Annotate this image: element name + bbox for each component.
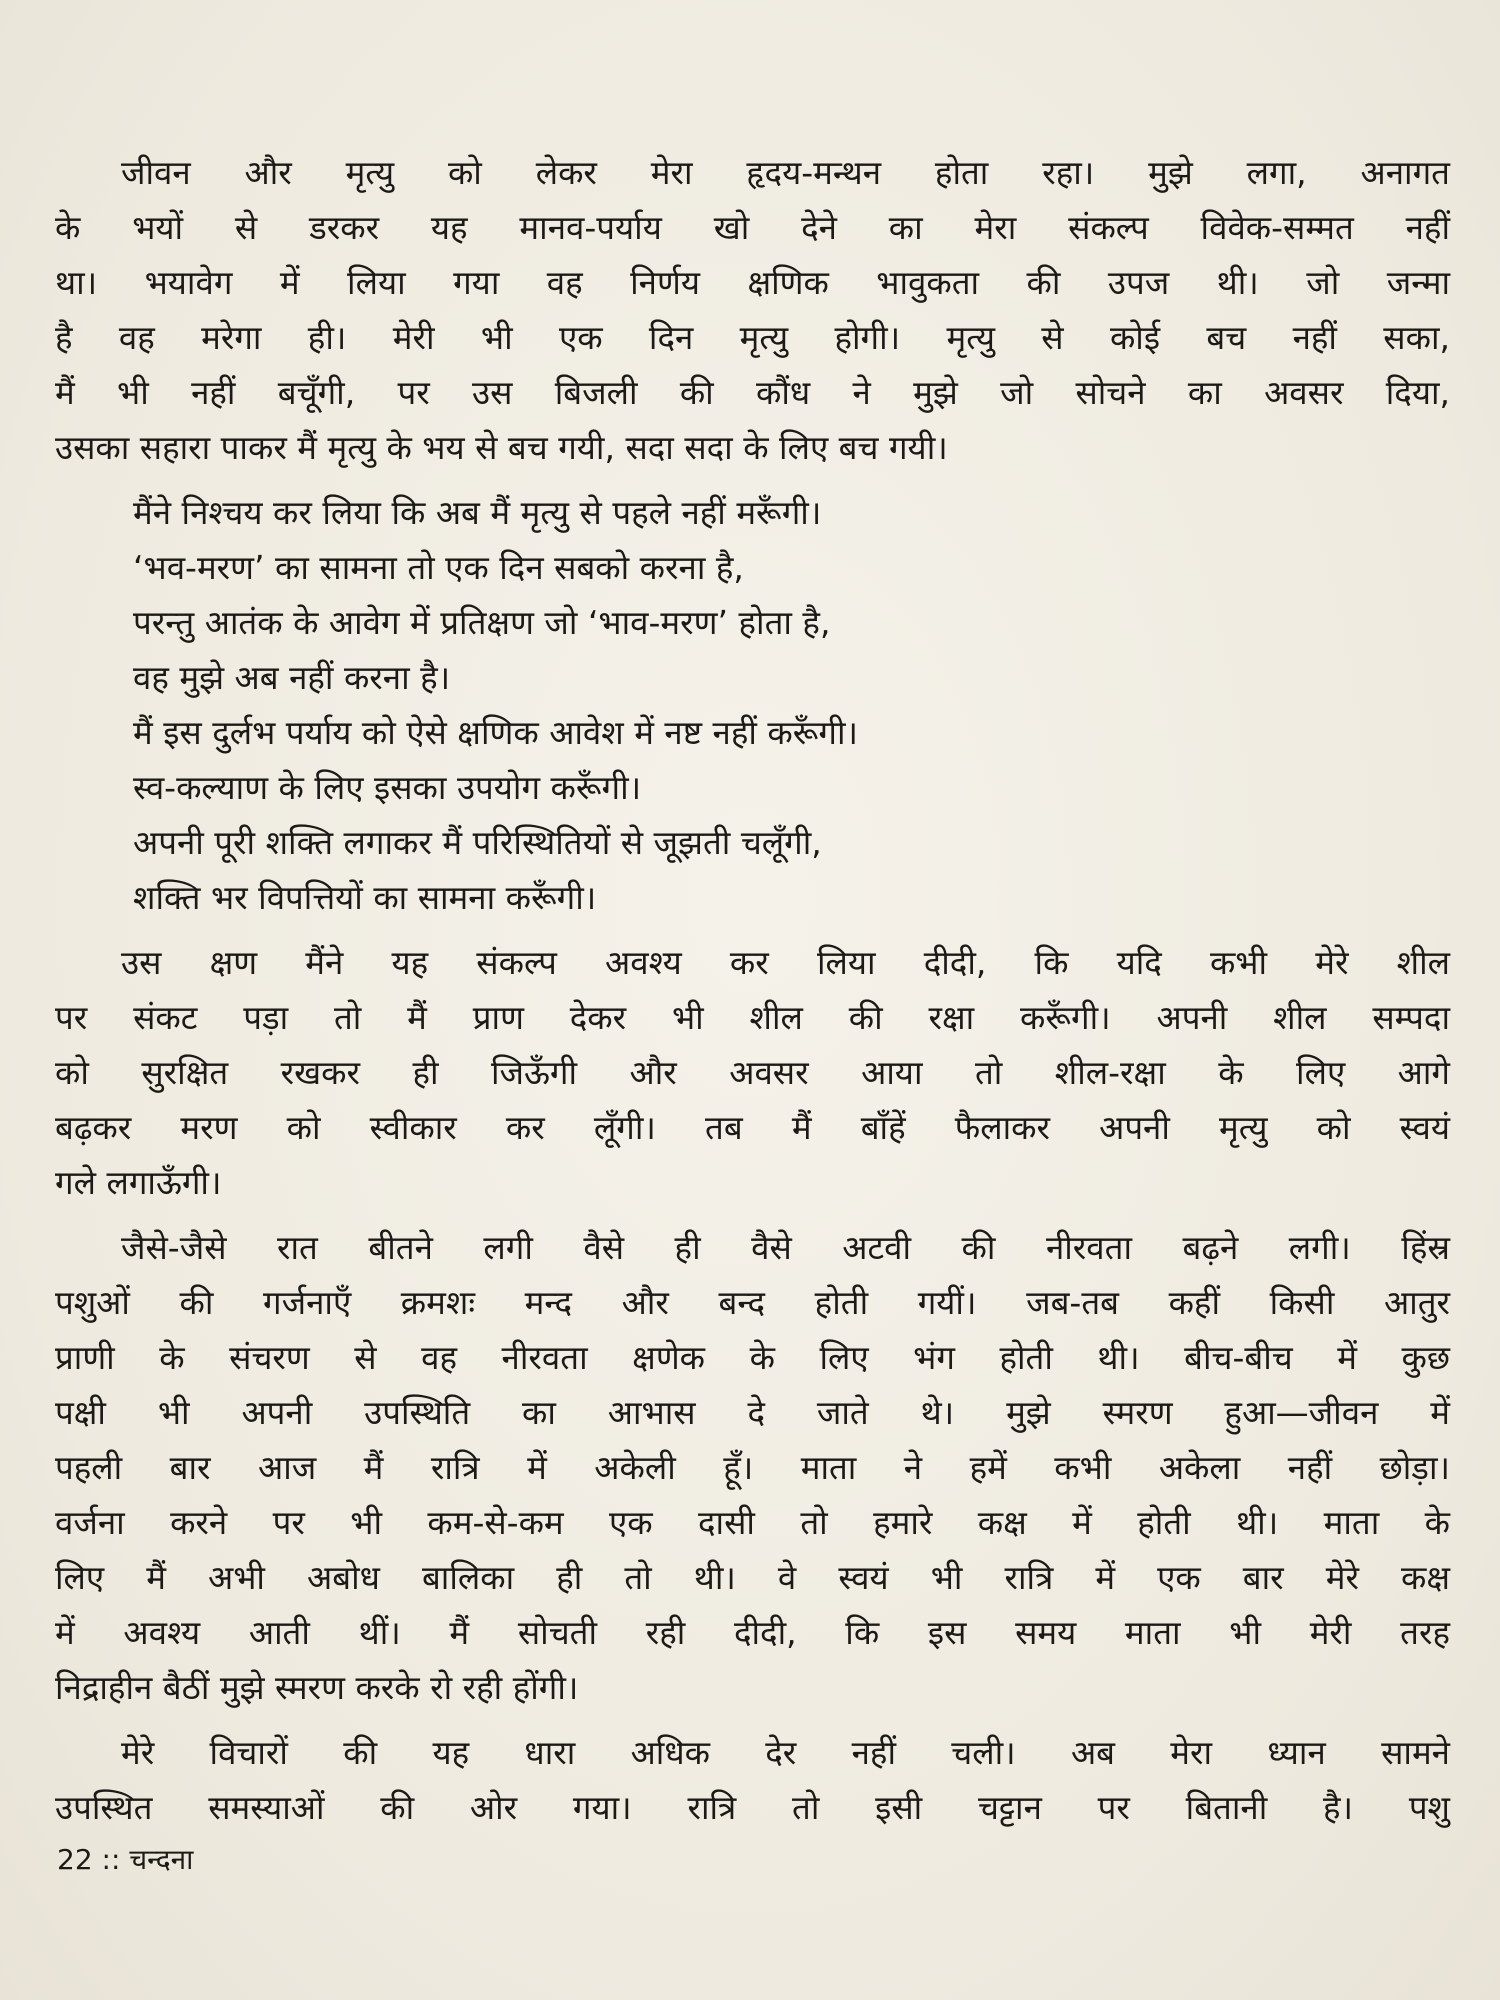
text-line: पहली बार आज मैं रात्रि में अकेली हूँ। माता ने हमें कभी अकेला नहीं छोड़ा। — [55, 1448, 1450, 1487]
verse-line: मैं इस दुर्लभ पर्याय को ऐसे क्षणिक आवेश में नष्ट नहीं करूँगी। — [133, 713, 858, 752]
text-line: को सुरक्षित रखकर ही जिऊँगी और अवसर आया तो शील-रक्षा के लिए आगे — [55, 1053, 1450, 1092]
paragraph-4 — [55, 1725, 1450, 1835]
verse-block — [55, 485, 1450, 925]
text-line: पशुओं की गर्जनाएँ क्रमशः मन्द और बन्द होती गयीं। जब-तब कहीं किसी आतुर — [55, 1283, 1450, 1322]
text-line: के भयों से डरकर यह मानव-पर्याय खो देने का मेरा संकल्प विवेक-सम्मत नहीं — [55, 208, 1450, 247]
text-line: उस क्षण मैंने यह संकल्प अवश्य कर लिया दीदी, कि यदि कभी मेरे शील — [121, 943, 1450, 982]
text-line: लिए मैं अभी अबोध बालिका ही तो थी। वे स्वयं भी रात्रि में एक बार मेरे कक्ष — [55, 1558, 1450, 1597]
verse-line: स्व-कल्याण के लिए इसका उपयोग करूँगी। — [133, 768, 642, 807]
text-line: मैं भी नहीं बचूँगी, पर उस बिजली की कौंध ने मुझे जो सोचने का अवसर दिया, — [55, 373, 1450, 412]
verse-line: ‘भव-मरण’ का सामना तो एक दिन सबको करना है, — [133, 548, 744, 587]
page-number: 22 — [57, 1843, 93, 1876]
text-line: उपस्थित समस्याओं की ओर गया। रात्रि तो इसी चट्टान पर बितानी है। पशु — [55, 1788, 1450, 1827]
text-line: गले लगाऊँगी। — [55, 1163, 222, 1202]
text-line: है वह मरेगा ही। मेरी भी एक दिन मृत्यु होगी। मृत्यु से कोई बच नहीं सका, — [55, 318, 1450, 357]
text-line: वर्जना करने पर भी कम-से-कम एक दासी तो हमारे कक्ष में होती थी। माता के — [55, 1503, 1450, 1542]
text-line: पर संकट पड़ा तो मैं प्राण देकर भी शील की रक्षा करूँगी। अपनी शील सम्पदा — [55, 998, 1450, 1037]
verse-line: परन्तु आतंक के आवेग में प्रतिक्षण जो ‘भाव-मरण’ होता है, — [133, 603, 831, 642]
page-body — [55, 145, 1450, 1845]
page-footer — [57, 1840, 193, 1878]
footer-separator: :: — [101, 1843, 121, 1876]
text-line: उसका सहारा पाकर मैं मृत्यु के भय से बच गयी, सदा सदा के लिए बच गयी। — [55, 428, 948, 467]
text-line: प्राणी के संचरण से वह नीरवता क्षणेक के लिए भंग होती थी। बीच-बीच में कुछ — [55, 1338, 1450, 1377]
paragraph-1 — [55, 145, 1450, 475]
verse-line: शक्ति भर विपत्तियों का सामना करूँगी। — [133, 878, 597, 917]
text-line: निद्राहीन बैठीं मुझे स्मरण करके रो रही होंगी। — [55, 1668, 579, 1707]
text-line: पक्षी भी अपनी उपस्थिति का आभास दे जाते थे। मुझे स्मरण हुआ—जीवन में — [55, 1393, 1450, 1432]
verse-line: वह मुझे अब नहीं करना है। — [133, 658, 451, 697]
text-line: मेरे विचारों की यह धारा अधिक देर नहीं चली। अब मेरा ध्यान सामने — [121, 1733, 1450, 1772]
text-line: था। भयावेग में लिया गया वह निर्णय क्षणिक भावुकता की उपज थी। जो जन्मा — [55, 263, 1450, 302]
book-title: चन्दना — [129, 1843, 194, 1876]
paragraph-3 — [55, 1220, 1450, 1715]
verse-line: अपनी पूरी शक्ति लगाकर मैं परिस्थितियों से जूझती चलूँगी, — [133, 823, 822, 862]
verse-line: मैंने निश्चय कर लिया कि अब मैं मृत्यु से पहले नहीं मरूँगी। — [133, 493, 822, 532]
text-line: में अवश्य आती थीं। मैं सोचती रही दीदी, कि इस समय माता भी मेरी तरह — [55, 1613, 1450, 1652]
paragraph-2 — [55, 935, 1450, 1210]
text-line: जीवन और मृत्यु को लेकर मेरा हृदय-मन्थन होता रहा। मुझे लगा, अनागत — [121, 153, 1450, 192]
text-line: बढ़कर मरण को स्वीकार कर लूँगी। तब मैं बाँहें फैलाकर अपनी मृत्यु को स्वयं — [55, 1108, 1450, 1147]
text-line: जैसे-जैसे रात बीतने लगी वैसे ही वैसे अटवी की नीरवता बढ़ने लगी। हिंस्र — [121, 1228, 1450, 1267]
